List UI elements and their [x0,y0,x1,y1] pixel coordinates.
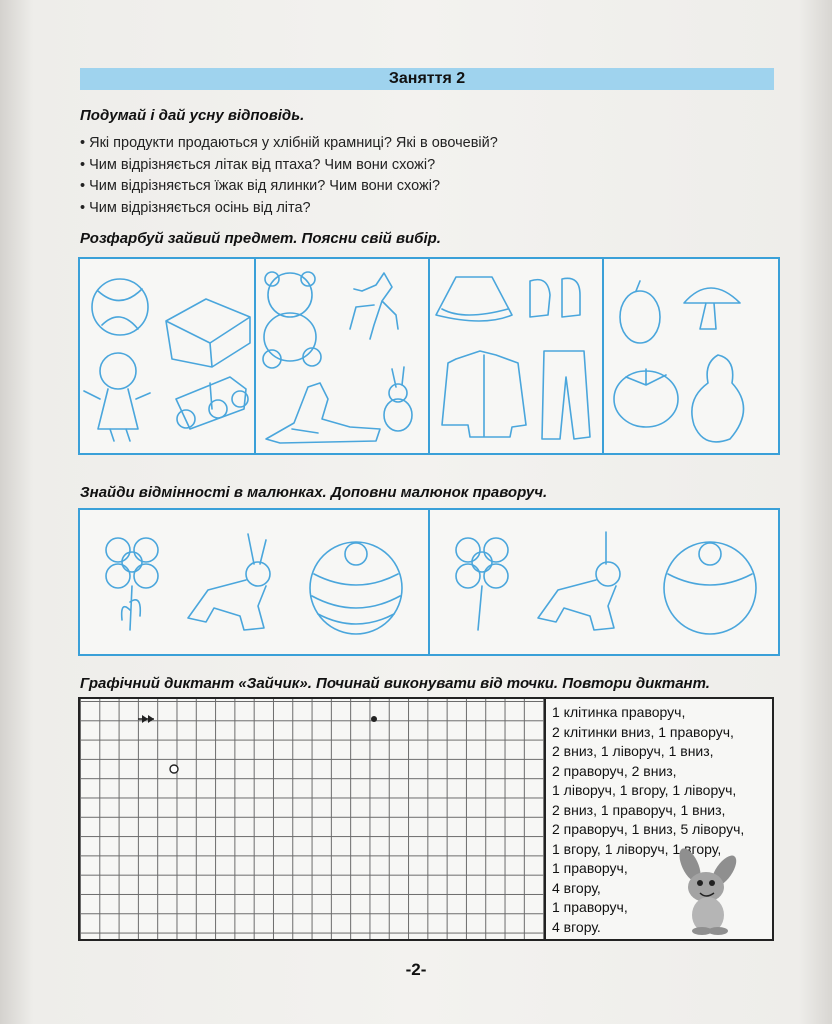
book-icon[interactable] [166,299,250,367]
instruction-line: 1 ліворуч, 1 вгору, 1 ліворуч, [552,782,737,798]
instruction-line: 1 праворуч, [552,899,628,915]
instruction-line: 2 вниз, 1 ліворуч, 1 вниз, [552,743,714,759]
mushroom-icon[interactable] [684,288,740,329]
bunny-icon [538,532,620,630]
question-list [80,133,498,219]
differences-box [78,508,780,656]
plum-icon[interactable] [620,281,660,343]
question-item: • Які продукти продаються у хлібній крамниці? Які в овочевій? [80,133,498,155]
ball-icon [664,542,756,634]
instruction-line: 2 вниз, 1 праворуч, 1 вниз, [552,801,726,818]
section1-heading: Подумай і дай усну відповідь. [80,107,305,124]
section2-heading: Розфарбуй зайвий предмет. Поясни свій вибір. [80,230,441,247]
hare-icon[interactable] [384,367,412,431]
pear-icon[interactable] [692,355,744,442]
instruction-line: 2 праворуч, 1 вниз, 5 ліворуч, [552,821,745,837]
tomato-icon[interactable] [614,369,678,427]
truck-icon[interactable] [176,377,248,429]
instruction-line: 1 клітинка праворуч, [552,704,686,720]
bunny-icon [188,534,270,630]
page-number: -2- [405,960,427,979]
ball-icon[interactable] [92,279,148,335]
graphic-dictation-box [78,697,774,941]
mittens-icon[interactable] [530,278,580,317]
lesson-title: Заняття 2 [388,70,466,87]
instruction-line: 4 вгору. [552,918,601,935]
ball-icon [310,542,402,634]
bunny-icon [672,847,752,937]
flower-icon [106,538,158,630]
start-circle [170,765,178,773]
instruction-line: 4 вгору, [552,879,601,896]
odd-one-out-box [78,257,780,455]
skirt-icon[interactable] [436,277,512,321]
section4-heading: Графічний диктант «Зайчик». Починай виконувати від точки. Повтори диктант. [80,675,710,692]
wolf-icon[interactable] [266,383,380,443]
question-item: • Чим відрізняється їжак від ялинки? Чим вони схожі? [80,176,498,198]
trousers-icon[interactable] [542,351,590,439]
instruction-line: 1 праворуч, [552,860,628,876]
doll-icon[interactable] [84,353,150,441]
start-arrow-icon [138,715,154,723]
flower-icon [456,538,508,630]
instruction-line: 2 клітинки вниз, 1 праворуч, [552,723,734,740]
question-item: • Чим відрізняється осінь від літа? [80,198,498,220]
instruction-line: 2 праворуч, 2 вниз, [552,762,677,779]
goat-icon[interactable] [350,273,398,339]
start-dot [371,716,377,722]
lesson-title-bar [80,68,774,90]
instruction-line: 1 вгору, 1 ліворуч, 1 вгору, [552,840,722,857]
question-item: • Чим відрізняється літак від птаха? Чим вони схожі? [80,155,498,177]
shirt-icon[interactable] [442,351,526,437]
teddy-bear-icon[interactable] [263,272,321,368]
section3-heading: Знайди відмінності в малюнках. Доповни малюнок праворуч. [80,484,548,501]
